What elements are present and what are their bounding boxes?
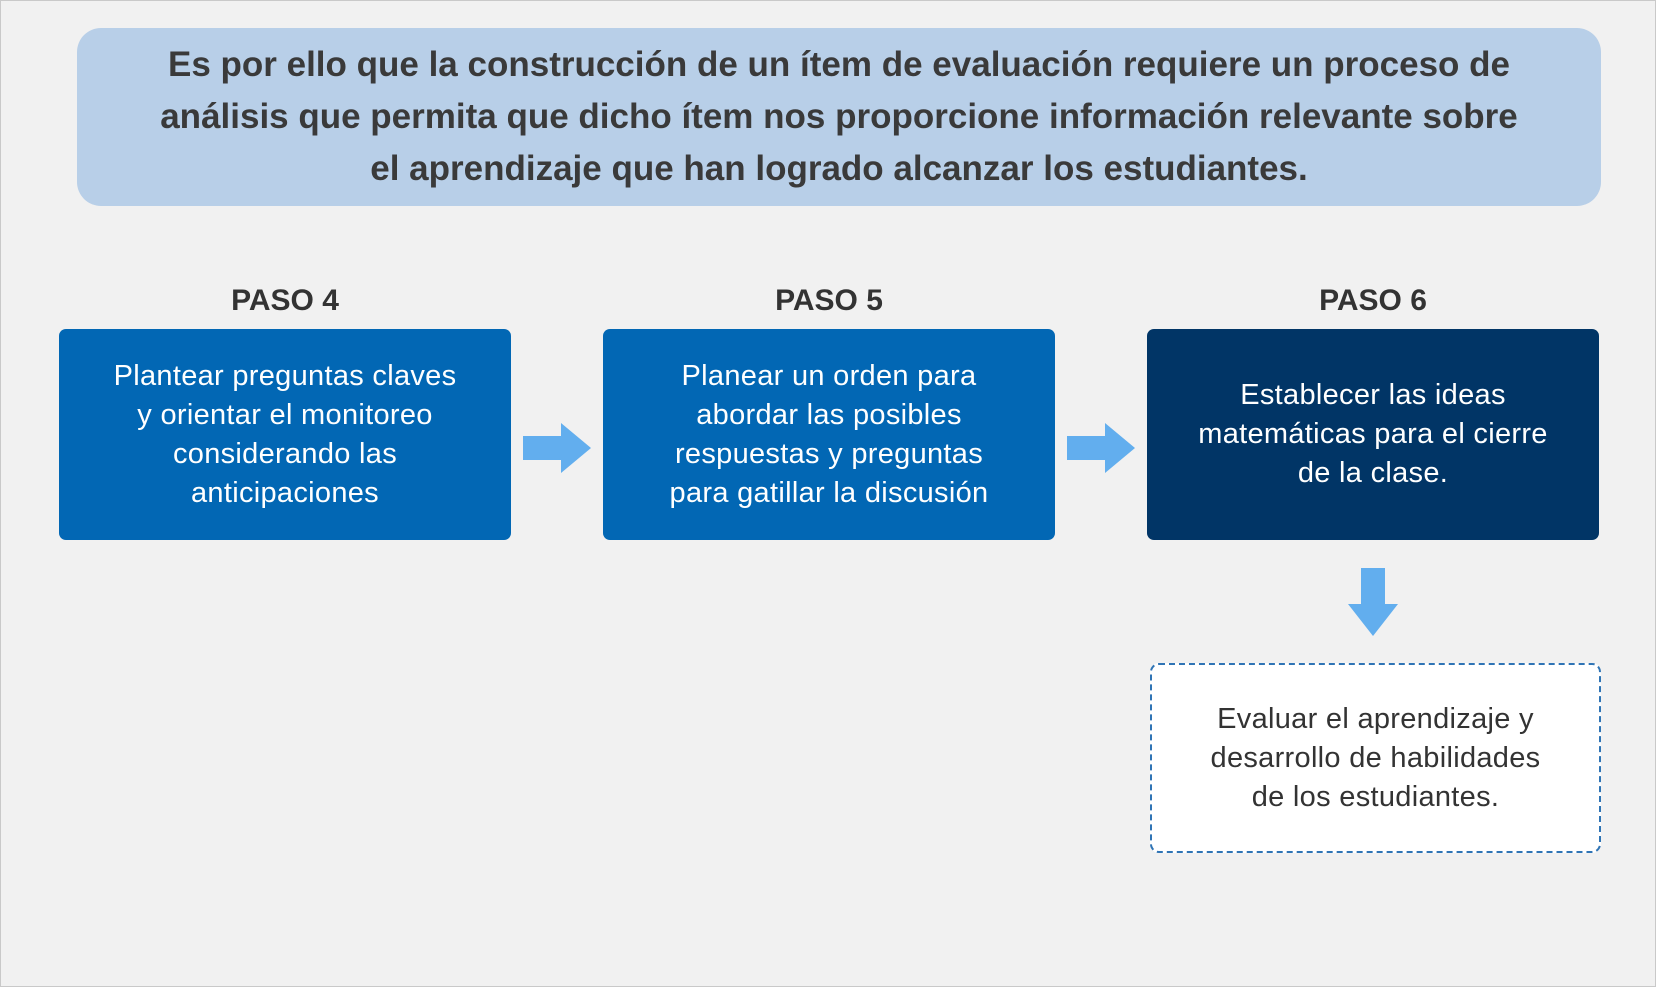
step-4-label: PASO 4 [231, 284, 339, 317]
step-5-line-4: para gatillar la discusión [669, 476, 989, 509]
step-5-line-1: Planear un orden para [681, 359, 977, 392]
result-text [1211, 700, 1541, 817]
step-6-label: PASO 6 [1319, 284, 1427, 317]
arrow-right-icon [523, 423, 593, 473]
step-4-line-2: y orientar el monitoreo [137, 398, 433, 431]
banner-line-1: Es por ello que la construcción de un ítem de evaluación requiere un proceso de [167, 45, 1510, 84]
banner-line-2: análisis que permita que dicho ítem nos proporcione información relevante sobre [160, 97, 1518, 136]
step-5-text [670, 357, 989, 513]
step-4-line-3: considerando las [172, 437, 398, 470]
result-line-2: desarrollo de habilidades [1210, 741, 1541, 774]
arrow-right-icon [1067, 423, 1137, 473]
step-5-line-2: abordar las posibles [696, 398, 962, 431]
step-4-box [59, 329, 511, 540]
result-line-1: Evaluar el aprendizaje y [1217, 702, 1534, 735]
result-box [1150, 663, 1601, 853]
step-6-box [1147, 329, 1599, 540]
step-4-line-1: Plantear preguntas claves [113, 359, 457, 392]
step-5-box [603, 329, 1055, 540]
step-4-text [114, 357, 457, 513]
step-5-label: PASO 5 [775, 284, 883, 317]
intro-banner-text [160, 39, 1518, 195]
intro-banner [77, 28, 1601, 206]
step-6-line-2: matemáticas para el cierre [1198, 418, 1548, 450]
banner-line-3: el aprendizaje que han logrado alcanzar los estudiantes. [370, 149, 1308, 188]
result-line-3: de los estudiantes. [1251, 780, 1500, 813]
step-6-text [1198, 376, 1547, 493]
arrow-down-icon [1348, 568, 1398, 638]
step-5-line-3: respuestas y preguntas [674, 437, 984, 470]
step-4-line-4: anticipaciones [191, 476, 379, 509]
step-6-line-1: Establecer las ideas [1240, 379, 1506, 411]
step-6-line-3: de la clase. [1297, 457, 1449, 489]
